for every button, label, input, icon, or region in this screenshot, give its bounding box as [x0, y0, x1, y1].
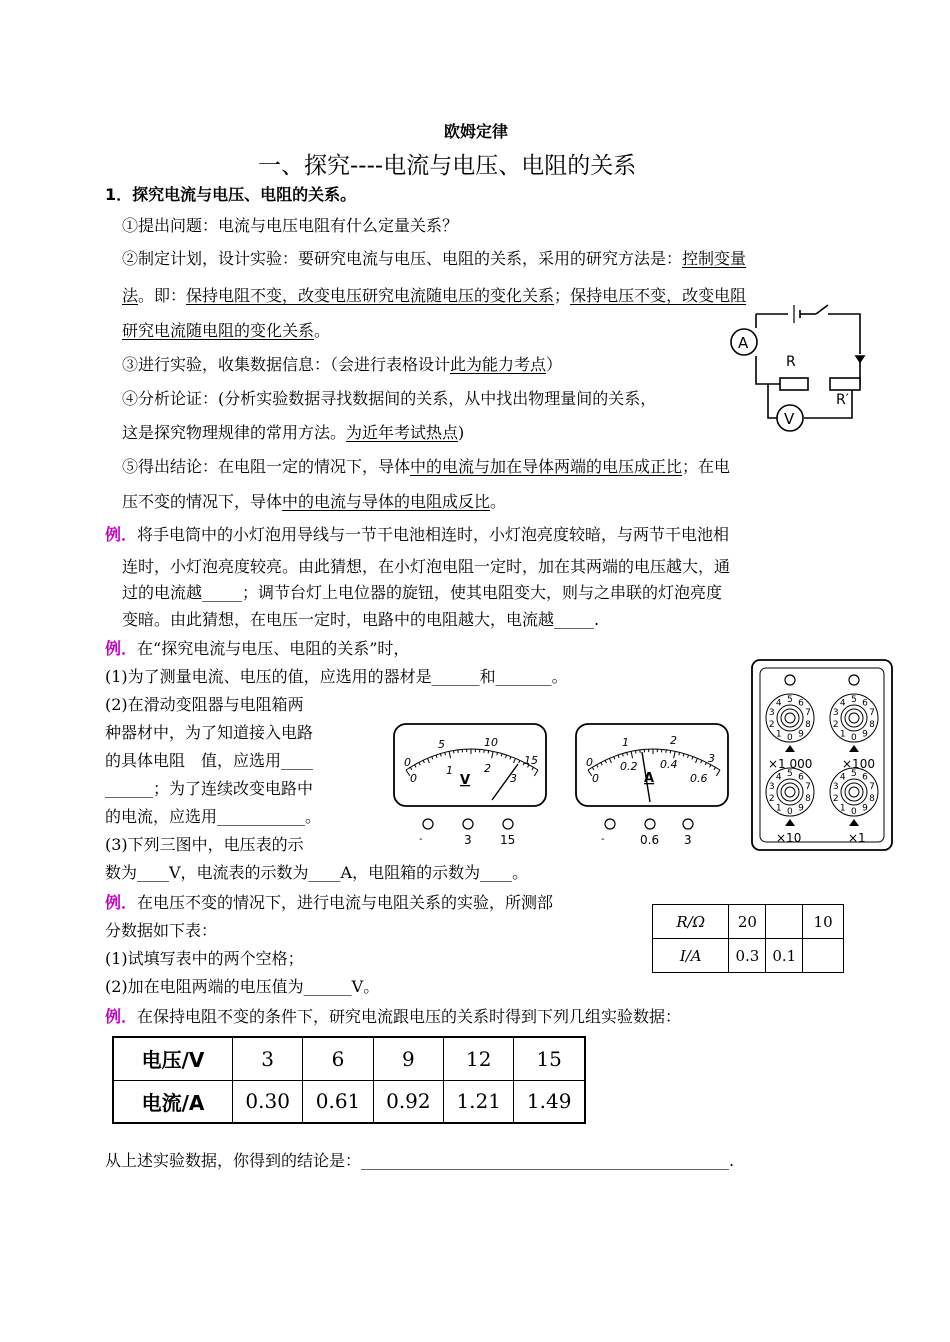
box-terminal-right — [849, 675, 859, 685]
step-5-answer-2: 中的电流与导体的电阻成反比 — [282, 492, 491, 511]
dial-label-x100: ×100 — [842, 757, 875, 771]
dial-digit: 2 — [832, 793, 839, 804]
step-2-line-3 — [122, 318, 330, 341]
small-table-cell: 0.1 — [766, 939, 803, 973]
big-table-cell: 15 — [514, 1037, 585, 1080]
circuit-ammeter-label: A — [738, 334, 749, 352]
step-3-text: ③进行实验，收集数据信息：（会进行表格设计 — [122, 355, 451, 374]
dial-label-x1: ×1 — [848, 831, 866, 845]
dial-digit: 9 — [798, 729, 804, 740]
step-5-line-1 — [122, 454, 730, 477]
circuit-diagram — [728, 300, 868, 438]
step-2-text-c: ； — [554, 286, 571, 305]
section-title: 一、探究----电流与电压、电阻的关系 — [258, 153, 637, 179]
example-2-q2-line-1: (2)在滑动变阻器与电阻箱两 — [105, 695, 304, 714]
big-table-cell: 1.21 — [444, 1080, 514, 1123]
dial-digit: 8 — [869, 719, 875, 730]
dial-digit: 6 — [862, 698, 868, 709]
voltmeter-terminal-label-15: 15 — [500, 833, 516, 847]
dial-digit: 7 — [869, 708, 875, 719]
step-2-answer-2-end: 研究电流随电阻的变化关系 — [122, 321, 315, 340]
dial-digit: 5 — [787, 769, 793, 779]
example-2-text: 在“探究电流与电压、电阻的关系”时， — [137, 639, 410, 658]
dial-digit: 8 — [805, 793, 811, 804]
ammeter-figure — [574, 722, 734, 852]
ammeter-terminal-3 — [683, 819, 693, 829]
step-5-text-b: ；在电 — [682, 457, 731, 476]
step-2-text-b: 。即： — [138, 286, 187, 305]
scale-tick — [453, 750, 454, 753]
voltmeter-minor-2: 2 — [484, 762, 491, 775]
example-2-q1: (1)为了测量电流、电压的值，应选用的器材是______和_______。 — [105, 667, 568, 686]
big-table-current-head: 电流/A — [113, 1080, 233, 1123]
dial-digit: 9 — [862, 803, 868, 814]
dial-digit: 6 — [798, 698, 804, 709]
heading-1: 1．探究电流与电压、电阻的关系。 — [105, 185, 357, 204]
step-3-note: 此为能力考点 — [450, 355, 547, 374]
voltmeter-terminal-15 — [503, 819, 513, 829]
dial-digit: 9 — [798, 803, 804, 814]
example-2-q3-line-1: (3)下列三图中，电压表的示 — [105, 835, 304, 854]
ammeter-minor-0-4: 0.4 — [660, 758, 678, 771]
example-2-q3-line-2: 数为____V，电流表的示数为____A，电阻箱的示数为____。 — [105, 863, 529, 882]
scale-tick — [679, 752, 680, 755]
big-table-cell: 9 — [373, 1037, 443, 1080]
step-2-line-2 — [122, 283, 746, 306]
dial-digit: 7 — [869, 782, 875, 793]
example-2-q2-line-3: 的具体电阻 值，应选用____ — [105, 751, 314, 770]
step-2-text: ②制定计划，设计实验：要研究电流与电压、电阻的关系，采用的研究方法是： — [122, 249, 683, 268]
big-data-table — [112, 1036, 586, 1124]
example-4-text: 在保持电阻不变的条件下，研究电流跟电压的关系时得到下列几组实验数据： — [137, 1007, 682, 1026]
dial-digit: 0 — [851, 807, 857, 817]
step-2-answer-1: 保持电阻不变，改变电压研究电流随电压的变化关系 — [186, 286, 555, 305]
ammeter-major-0: 0 — [586, 756, 593, 769]
small-table-i-head: I/A — [653, 939, 729, 973]
example-label: 例． — [105, 639, 138, 658]
box-terminal-left — [785, 675, 795, 685]
step-5-answer-1: 中的电流与加在导体两端的电压成正比 — [410, 457, 683, 476]
voltmeter-minor-0: 0 — [410, 772, 417, 785]
step-5-text: ⑤得出结论：在电阻一定的情况下，导体 — [122, 457, 411, 476]
small-data-table — [652, 904, 844, 973]
dial-digit: 1 — [775, 803, 782, 814]
voltmeter-major-5: 5 — [438, 738, 445, 751]
ammeter-major-1: 1 — [622, 736, 629, 749]
dial-digit: 6 — [798, 772, 804, 783]
voltmeter-major-15: 15 — [524, 754, 538, 767]
example-1-line-4: 变暗。由此猜想，在电压一定时，电路中的电阻越大，电流越_____. — [122, 610, 600, 629]
example-3-q1: (1)试填写表中的两个空格； — [105, 949, 304, 968]
step-2-answer-2: 保持电压不变，改变电阻 — [570, 286, 747, 305]
step-4-line-1: ④分析论证：(分析实验数据寻找数据间的关系，从中找出物理量间的关系， — [122, 389, 657, 408]
dial-digit: 8 — [805, 719, 811, 730]
rheostat — [830, 378, 860, 390]
small-table-r-head: R/Ω — [653, 905, 729, 939]
ammeter-terminal-label-0-6: 0.6 — [640, 833, 660, 847]
voltmeter-major-10: 10 — [484, 736, 498, 749]
big-table-voltage-head: 电压/V — [113, 1037, 233, 1080]
resistance-box-figure — [750, 658, 896, 854]
example-2-q2-line-2: 种器材中，为了知道接入电路 — [105, 723, 314, 742]
step-2-answer-method-end: 法 — [122, 286, 139, 305]
dial-digit: 3 — [768, 708, 775, 719]
step-4-line-2 — [122, 420, 464, 443]
example-1-text: 将手电筒中的小灯泡用导线与一节干电池相连时，小灯泡亮度较暗，与两节干电池相 — [137, 525, 730, 544]
example-1-line-3: 过的电流越_____；调节台灯上电位器的旋钮，使其电阻变大，则与之串联的灯泡亮度 — [122, 583, 723, 602]
dial-digit: 1 — [839, 803, 846, 814]
step-2-answer-method: 控制变量 — [682, 249, 747, 268]
dial-digit: 0 — [851, 733, 857, 743]
ammeter-minor-0: 0 — [592, 772, 599, 785]
big-table-cell: 6 — [303, 1037, 373, 1080]
example-1-line-1 — [105, 522, 729, 545]
big-table-cell: 12 — [444, 1037, 514, 1080]
ammeter-unit: A — [644, 771, 655, 786]
ammeter-minor-0-6: 0.6 — [690, 772, 708, 785]
step-5-text-d: 。 — [490, 492, 507, 511]
step-4-text: 这是探究物理规律的常用方法。 — [122, 423, 347, 442]
step-3-text-b: ） — [546, 355, 563, 374]
example-3-q2: (2)加在电阻两端的电压值为______V。 — [105, 977, 380, 996]
voltmeter-figure — [392, 722, 552, 852]
dial-digit: 9 — [862, 729, 868, 740]
dial-digit: 4 — [775, 772, 782, 783]
dial-digit: 4 — [839, 772, 846, 783]
example-2-line-1 — [105, 636, 409, 659]
dial-digit: 7 — [805, 782, 811, 793]
ammeter-terminal-minus — [605, 819, 615, 829]
ammeter-terminal-label-3: 3 — [684, 833, 692, 847]
ammeter-major-2: 2 — [670, 734, 677, 747]
scale-tick — [497, 752, 498, 755]
circuit-voltmeter-label: V — [784, 410, 795, 428]
conclusion-line: 从上述实验数据，你得到的结论是：______________________________________________. — [105, 1151, 735, 1170]
resistor-r — [780, 378, 808, 390]
circuit-r-prime-label: R′ — [836, 392, 849, 408]
voltmeter-terminal-minus — [423, 819, 433, 829]
dial-digit: 5 — [851, 769, 857, 779]
dial-digit: 7 — [805, 708, 811, 719]
ammeter-terminal-0-6 — [645, 819, 655, 829]
step-2-line-1 — [122, 246, 746, 269]
step-1: ①提出问题：电流与电压电阻有什么定量关系？ — [122, 216, 459, 235]
step-4-text-c: ) — [458, 423, 465, 442]
dial-digit: 3 — [832, 782, 839, 793]
example-label: 例． — [105, 1007, 138, 1026]
big-table-cell: 1.49 — [514, 1080, 585, 1123]
dial-digit: 8 — [869, 793, 875, 804]
dial-digit: 2 — [768, 719, 775, 730]
example-2-q2-line-4: ______；为了连续改变电路中 — [105, 779, 314, 798]
big-table-cell: 0.30 — [233, 1080, 303, 1123]
example-label: 例． — [105, 893, 138, 912]
small-table-cell: 0.3 — [729, 939, 766, 973]
big-table-cell: 3 — [233, 1037, 303, 1080]
doc-title: 欧姆定律 — [444, 122, 509, 141]
voltmeter-terminal-label-3: 3 — [464, 833, 472, 847]
step-5-text-c: 压不变的情况下，导体 — [122, 492, 283, 511]
dial-digit: 5 — [851, 695, 857, 705]
example-1-line-2: 连时，小灯泡亮度较亮。由此猜想，在小灯泡电阻一定时，加在其两端的电压越大，通 — [122, 557, 731, 576]
ammeter-terminal-label-minus: - — [601, 834, 605, 845]
voltmeter-minor-3: 3 — [510, 772, 517, 785]
dial-digit: 6 — [862, 772, 868, 783]
dial-digit: 1 — [839, 729, 846, 740]
example-3-line-1 — [105, 890, 553, 913]
example-3-line-2: 分数据如下表： — [105, 921, 218, 940]
dial-digit: 4 — [775, 698, 782, 709]
small-table-cell — [766, 905, 803, 939]
dial-label-x1000: ×1 000 — [768, 757, 813, 771]
dial-digit: 3 — [832, 708, 839, 719]
small-table-cell — [803, 939, 844, 973]
step-4-note: 为近年考试热点 — [346, 423, 459, 442]
example-3-text: 在电压不变的情况下，进行电流与电阻关系的实验，所测部 — [137, 893, 554, 912]
small-table-cell: 10 — [803, 905, 844, 939]
ammeter-minor-0-2: 0.2 — [620, 760, 638, 773]
dial-digit: 5 — [787, 695, 793, 705]
dial-label-x10: ×10 — [776, 831, 802, 845]
ammeter-major-3: 3 — [708, 752, 715, 765]
example-4-line-1 — [105, 1004, 681, 1027]
dial-digit: 3 — [768, 782, 775, 793]
dial-digit: 2 — [832, 719, 839, 730]
dial-digit: 0 — [787, 733, 793, 743]
big-table-cell: 0.61 — [303, 1080, 373, 1123]
small-table-cell: 20 — [729, 905, 766, 939]
big-table-cell: 0.92 — [373, 1080, 443, 1123]
example-2-q2-line-5: 的电流，应选用___________。 — [105, 807, 322, 826]
voltmeter-minor-1: 1 — [446, 764, 453, 777]
step-2-text-d: 。 — [314, 321, 331, 340]
scale-tick — [635, 750, 636, 753]
dial-digit: 0 — [787, 807, 793, 817]
step-5-line-2 — [122, 489, 506, 512]
voltmeter-terminal-3 — [463, 819, 473, 829]
circuit-r-label: R — [786, 354, 796, 370]
voltmeter-major-0: 0 — [404, 756, 411, 769]
dial-digit: 4 — [839, 698, 846, 709]
dial-digit: 2 — [768, 793, 775, 804]
voltmeter-terminal-label-minus: - — [419, 834, 423, 845]
voltmeter-unit: V — [460, 773, 471, 788]
example-label: 例． — [105, 525, 138, 544]
step-3 — [122, 352, 562, 375]
dial-digit: 1 — [775, 729, 782, 740]
